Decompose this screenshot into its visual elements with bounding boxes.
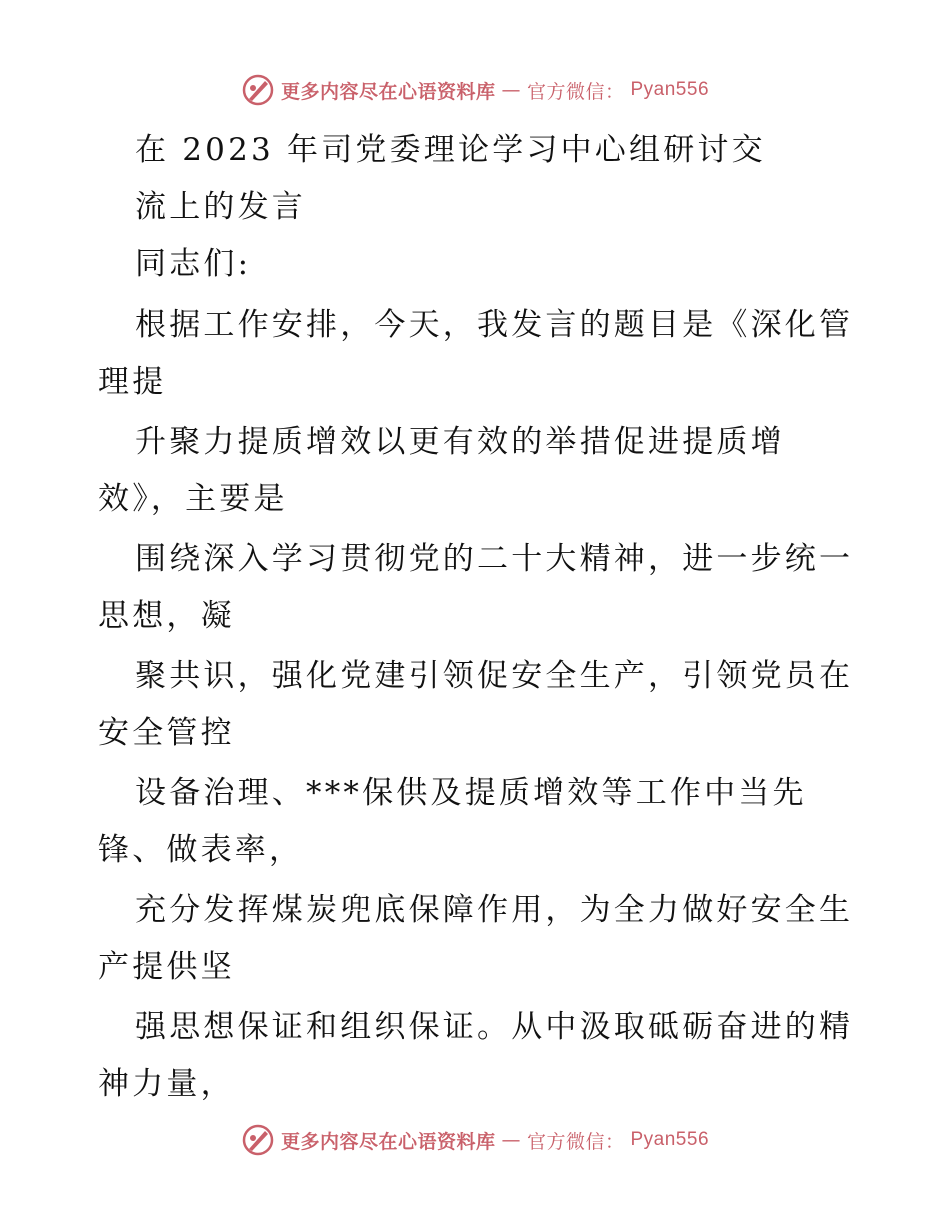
text-line: 升聚力提质增效以更有效的举措促进提质增 bbox=[135, 424, 785, 460]
text-line: 流上的发言 bbox=[135, 189, 306, 225]
text-line: 理提 bbox=[98, 364, 167, 400]
footer-watermark bbox=[0, 1120, 950, 1160]
watermark-id: Pyan556 bbox=[630, 1129, 710, 1150]
quill-logo-icon bbox=[241, 73, 275, 107]
text-line: 围绕深入学习贯彻党的二十大精神，进一步统一 bbox=[135, 541, 854, 577]
text-line: 锋、做表率， bbox=[98, 832, 304, 868]
text-line: 神力量， bbox=[98, 1066, 235, 1102]
text-line: 安全管控 bbox=[98, 715, 235, 751]
watermark-dash: — bbox=[501, 1129, 521, 1151]
watermark-dash: — bbox=[501, 79, 521, 101]
text-line: 同志们: bbox=[135, 246, 252, 282]
watermark-text: 更多内容尽在心语资料库 bbox=[280, 80, 496, 103]
text-line: 根据工作安排，今天，我发言的题目是《深化管 bbox=[135, 307, 854, 343]
text-line: 强思想保证和组织保证。从中汲取砥砺奋进的精 bbox=[135, 1009, 854, 1045]
header-watermark bbox=[0, 70, 950, 110]
text-line: 产提供坚 bbox=[98, 949, 235, 985]
text-line: 充分发挥煤炭兜底保障作用，为全力做好安全生 bbox=[135, 892, 854, 928]
watermark-text: 更多内容尽在心语资料库 bbox=[280, 1130, 496, 1153]
text-line: 效》，主要是 bbox=[98, 481, 288, 517]
watermark-label: 官方微信： bbox=[526, 1130, 625, 1153]
watermark-id: Pyan556 bbox=[630, 79, 710, 100]
text-line: 在 2023 年司党委理论学习中心组研讨交 bbox=[135, 132, 766, 168]
watermark-label: 官方微信： bbox=[526, 80, 625, 103]
text-line: 思想，凝 bbox=[98, 598, 235, 634]
quill-logo-icon bbox=[241, 1123, 275, 1157]
text-line: 设备治理、***保供及提质增效等工作中当先 bbox=[135, 775, 807, 811]
text-line: 聚共识，强化党建引领促安全生产，引领党员在 bbox=[135, 658, 854, 694]
